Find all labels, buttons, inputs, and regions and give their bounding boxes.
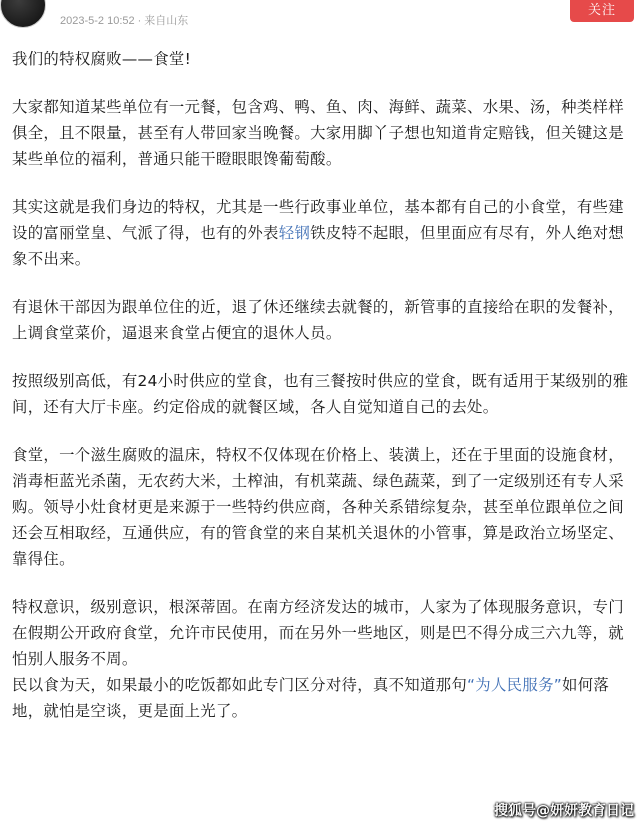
paragraph-2 [12,194,636,272]
paragraph-2-text-a: 其实这就是我们身边的特权，尤其是一些行政事业单位，基本都有自己的小食堂，有些建设的富丽堂皇、气派了得，也有的外表 [12,198,624,242]
paragraph-3: 有退休干部因为跟单位住的近，退了休还继续去就餐的，新管事的直接给在职的发餐补，上调食堂菜价，逼退来食堂占便宜的退休人员。 [12,298,624,342]
paragraph-7-text-b: 如何落地，就怕是空谈，更是面上光了。 [12,676,610,720]
paragraph-7 [12,672,636,724]
keyword-link[interactable]: 轻钢 [278,224,311,242]
avatar[interactable] [0,0,46,28]
paragraph-6: 特权意识，级别意识，根深蒂固。在南方经济发达的城市，人家为了体现服务意识，专门在假期公开政府食堂，允许市民使用，而在另外一些地区，则是巴不得分成三六九等，就怕别人服务不周。 [12,598,624,668]
post-header [0,0,644,40]
source-watermark: 搜狐号@妍妍教育日记 [494,803,634,819]
meta-separator: · [137,15,142,27]
paragraph-4: 按照级别高低，有24小时供应的堂食，也有三餐按时供应的堂食，既有适用于某级别的雅间，还有大厅卡座。约定俗成的就餐区域，各人自觉知道自己的去处。 [12,372,629,416]
paragraph-7-text-a: 民以食为天，如果最小的吃饭都如此专门区分对待，真不知道那句 [12,676,468,694]
quote-text: “为人民服务” [467,676,563,694]
post-timestamp: 2023-5-2 10:52 [60,15,135,27]
post-body [12,46,636,724]
paragraph-2-text-b: 铁皮特不起眼，但里面应有尽有，外人绝对想象不出来。 [12,224,624,268]
paragraph-5: 食堂，一个滋生腐败的温床，特权不仅体现在价格上、装潢上，还在于里面的设施食材，消毒柜蓝光杀菌，无农药大米，土榨油，有机菜蔬、绿色蔬菜，到了一定级别还有专人采购。领导小灶食材更是来源于一些特约供应商，各种关系错综复杂，甚至单位跟单位之间还会互相取经，互通供应，有的管食堂的来自某机关退休的小管事，算是政治立场坚定、靠得住。 [12,446,624,568]
paragraph-1: 大家都知道某些单位有一元餐，包含鸡、鸭、鱼、肉、海鲜、蔬菜、水果、汤，种类样样俱全，且不限量，甚至有人带回家当晚餐。大家用脚丫子想也知道肯定赔钱，但关键这是某些单位的福利，普通只能干瞪眼眼馋葡萄酸。 [12,98,624,168]
post-title: 我们的特权腐败——食堂! [12,50,192,68]
follow-button[interactable]: 关注 [570,0,634,22]
post-location: 来自山东 [144,15,189,27]
post-meta [60,12,188,28]
